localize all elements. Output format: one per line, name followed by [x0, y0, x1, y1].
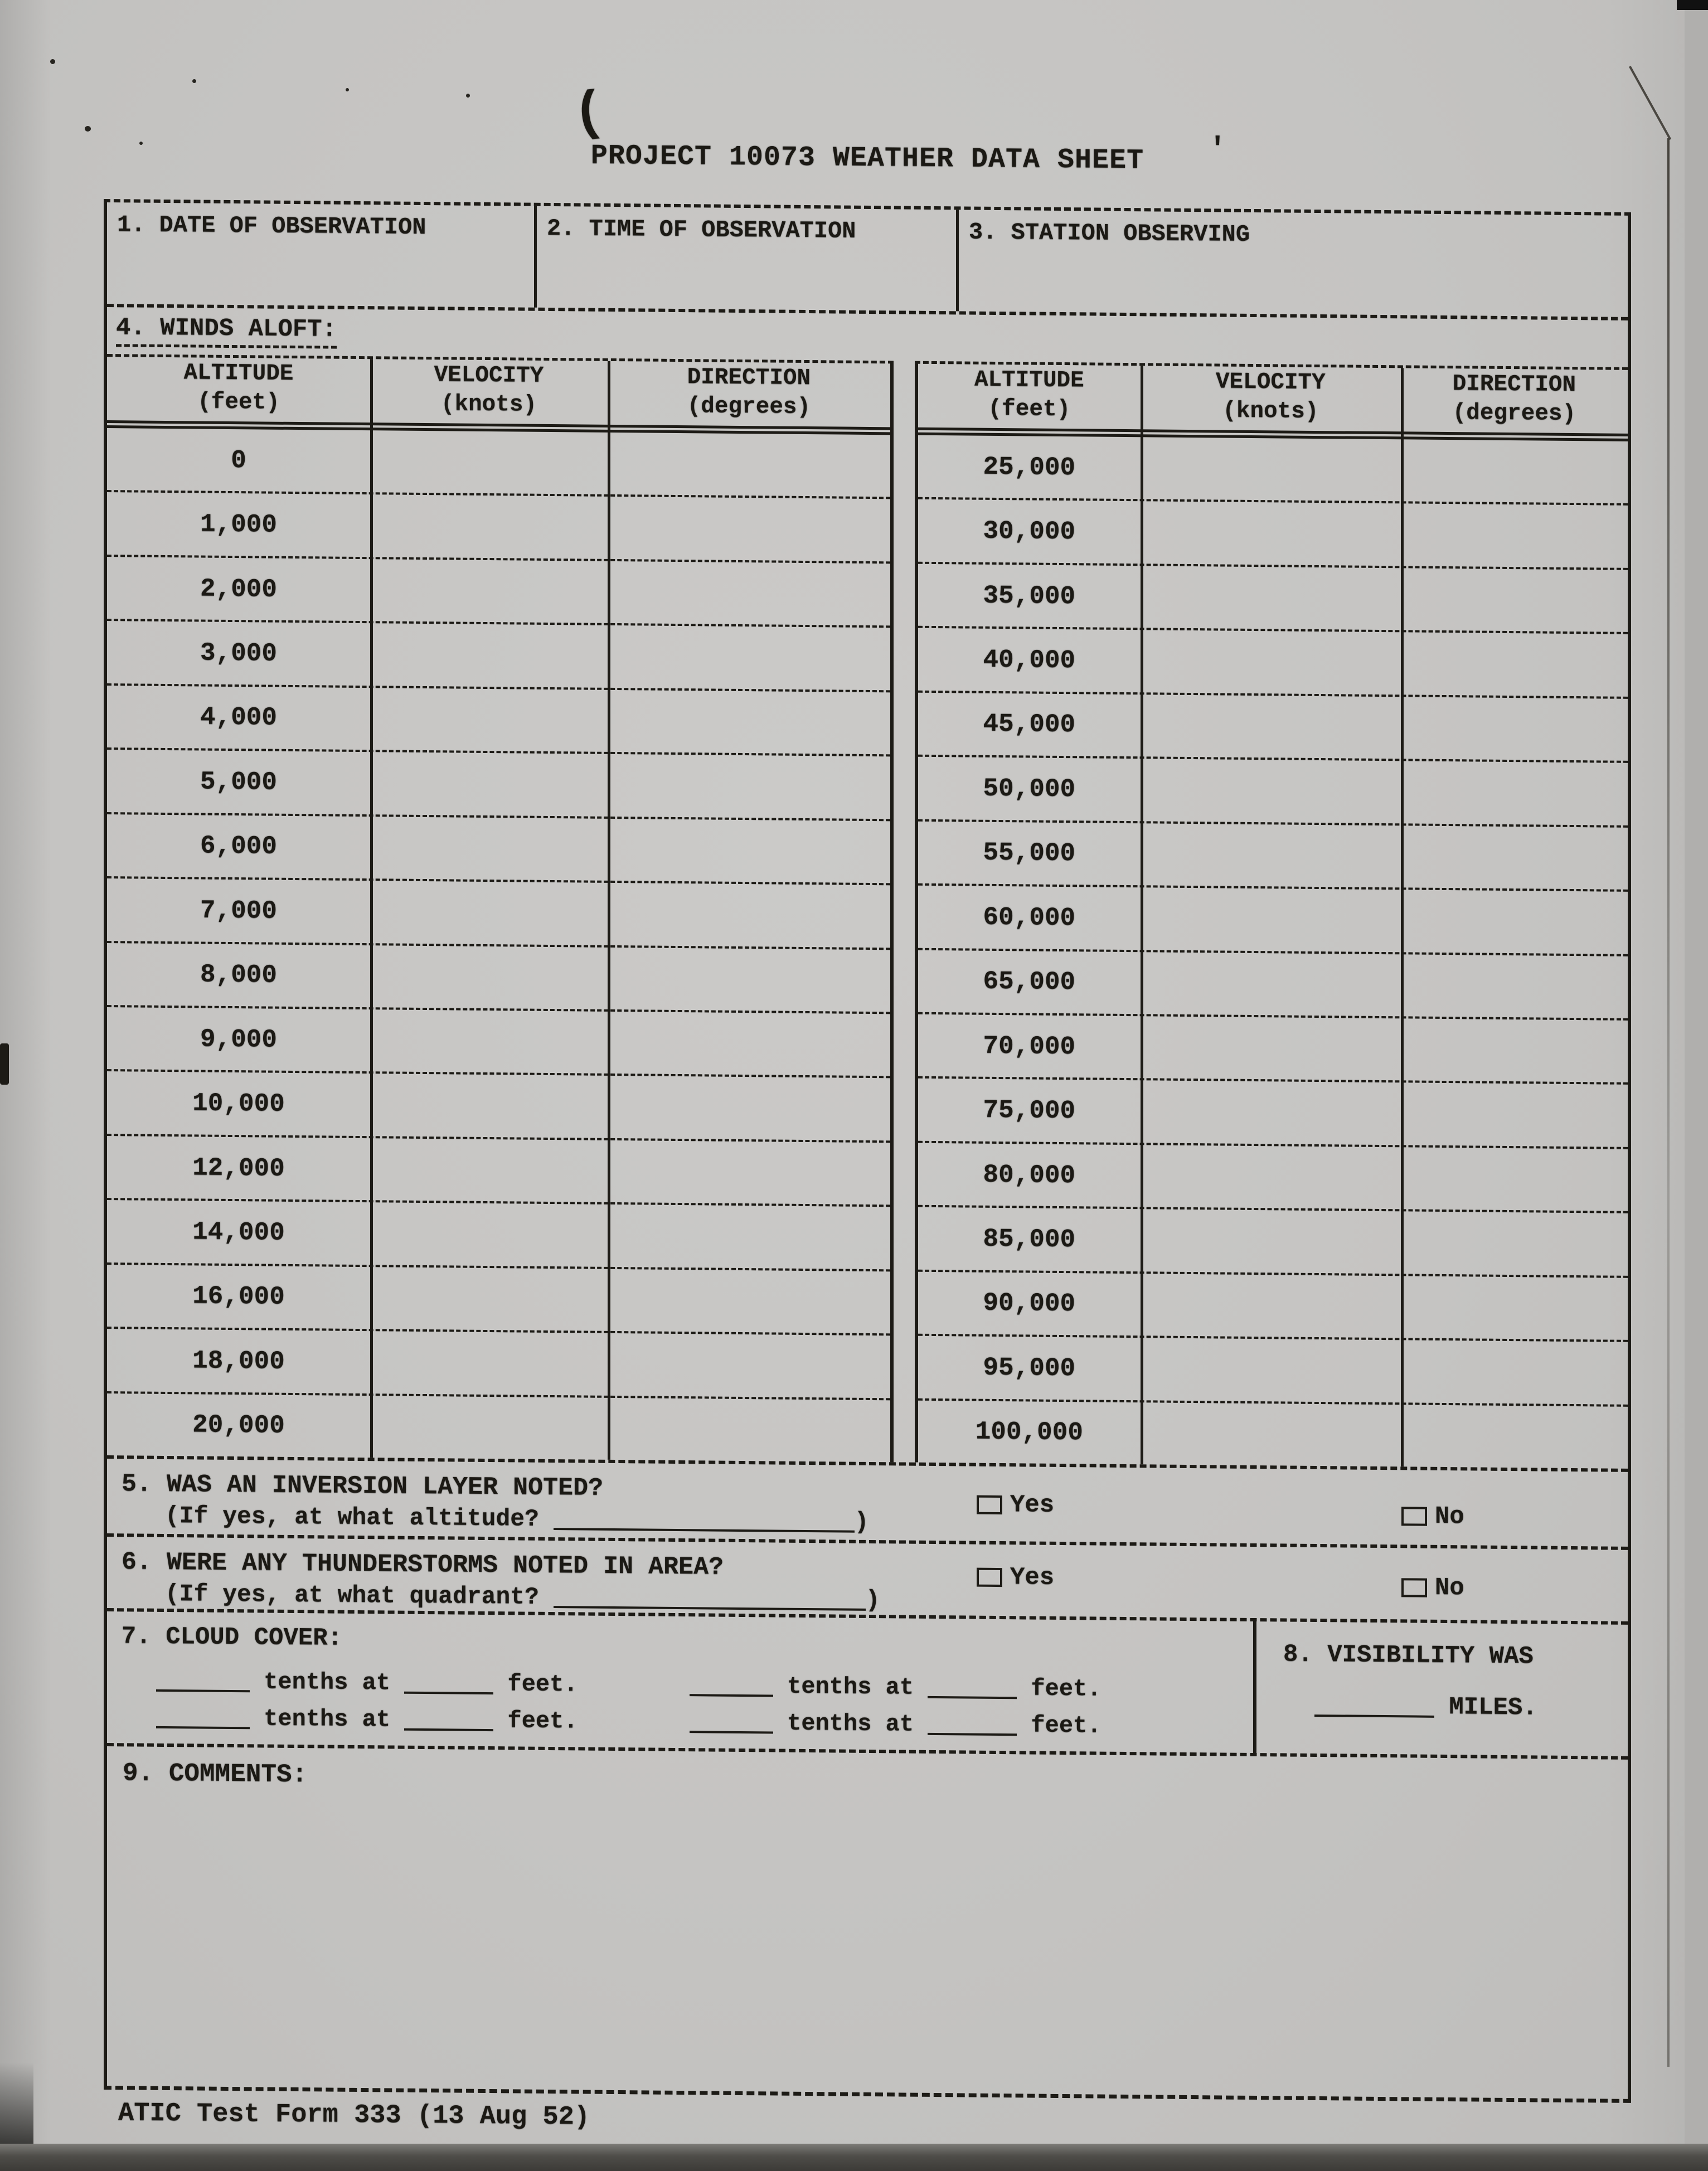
- yes-checkbox[interactable]: [977, 1495, 1002, 1514]
- inversion-layer-section: [107, 1455, 1628, 1547]
- velocity-entry-cell[interactable]: [370, 945, 608, 1009]
- velocity-entry-cell[interactable]: [1141, 1274, 1401, 1338]
- table-row: [918, 626, 1628, 697]
- velocity-entry-cell[interactable]: [370, 752, 608, 816]
- column-divider: [1141, 366, 1143, 1464]
- time-of-observation-label: 2. TIME OF OBSERVATION: [547, 215, 856, 245]
- velocity-entry-cell[interactable]: [370, 1138, 608, 1202]
- direction-entry-cell[interactable]: [1401, 1083, 1628, 1147]
- altitude-row-label: 3,000: [200, 638, 278, 668]
- altitude-row-label: 6,000: [200, 831, 278, 862]
- table-row: [107, 490, 890, 561]
- form-scan: [104, 136, 1631, 2141]
- table-row: [918, 948, 1628, 1018]
- altitude-row-label: 4,000: [200, 702, 278, 733]
- direction-entry-cell[interactable]: [608, 625, 890, 690]
- velocity-entry-cell[interactable]: [1141, 1016, 1401, 1081]
- altitude-row-label: 80,000: [983, 1160, 1076, 1190]
- thunderstorms-no-option: [1401, 1573, 1464, 1602]
- table-row: [107, 941, 890, 1012]
- winds-table-left: [107, 354, 894, 1462]
- inversion-followup: (If yes, at what altitude? ): [165, 1502, 869, 1536]
- thunderstorms-followup: (If yes, at what quadrant? ): [165, 1580, 880, 1614]
- direction-entry-cell[interactable]: [1401, 1276, 1628, 1340]
- velocity-entry-cell[interactable]: [1141, 887, 1401, 952]
- column-divider: [1401, 368, 1404, 1466]
- table-row: [107, 1198, 890, 1269]
- table-row: [918, 1141, 1628, 1212]
- altitude-column-header: ALTITUDE (feet): [974, 367, 1084, 423]
- thunderstorms-quadrant-blank[interactable]: [554, 1585, 866, 1611]
- time-of-observation-field[interactable]: [534, 206, 956, 312]
- table-row: [107, 555, 890, 626]
- station-observing-field[interactable]: [956, 210, 1628, 317]
- table-row: [107, 1327, 890, 1398]
- velocity-entry-cell[interactable]: [370, 495, 608, 559]
- column-divider: [608, 361, 610, 1460]
- velocity-entry-cell[interactable]: [1141, 952, 1401, 1017]
- altitude-row-label: 50,000: [983, 774, 1076, 804]
- direction-column-header: DIRECTION (degrees): [687, 365, 811, 421]
- velocity-entry-cell[interactable]: [370, 623, 608, 687]
- table-row: [918, 819, 1628, 890]
- velocity-entry-cell[interactable]: [370, 1009, 608, 1074]
- direction-entry-cell[interactable]: [1401, 697, 1628, 761]
- table-row: [107, 1262, 890, 1334]
- direction-entry-cell[interactable]: [1401, 761, 1628, 825]
- direction-entry-cell[interactable]: [608, 1269, 890, 1334]
- altitude-row-label: 16,000: [192, 1281, 285, 1312]
- visibility-entry-line: MILES.: [1256, 1668, 1628, 1723]
- cloud-cover-box: [107, 1611, 1253, 1753]
- margin-ink-blob: [0, 1043, 9, 1085]
- table-row: [918, 1398, 1628, 1469]
- altitude-row-label: 70,000: [983, 1031, 1076, 1061]
- direction-entry-cell[interactable]: [608, 1012, 890, 1076]
- page-edge-line: [1667, 138, 1670, 2067]
- velocity-entry-cell[interactable]: [370, 559, 608, 623]
- altitude-row-label: 18,000: [192, 1346, 285, 1376]
- scan-speck: [50, 59, 55, 64]
- inversion-question: 5. WAS AN INVERSION LAYER NOTED?: [122, 1470, 604, 1503]
- table-row: [107, 1005, 890, 1076]
- altitude-column-header: ALTITUDE (feet): [183, 360, 294, 416]
- cloud-tenths-blank[interactable]: [690, 1709, 773, 1733]
- velocity-entry-cell[interactable]: [1141, 1402, 1401, 1467]
- table-row: [918, 1205, 1628, 1276]
- direction-entry-cell[interactable]: [1401, 439, 1628, 503]
- scan-speck: [85, 126, 91, 132]
- velocity-entry-cell[interactable]: [1141, 759, 1401, 823]
- direction-entry-cell[interactable]: [1401, 504, 1628, 568]
- table-row: [918, 883, 1628, 954]
- date-of-observation-label: 1. DATE OF OBSERVATION: [117, 211, 426, 241]
- table-row: [918, 562, 1628, 633]
- table-row: [107, 428, 890, 497]
- direction-entry-cell[interactable]: [608, 819, 890, 883]
- altitude-row-label: 85,000: [983, 1224, 1076, 1255]
- table-row: [918, 755, 1628, 825]
- velocity-entry-cell[interactable]: [370, 1267, 608, 1331]
- scan-speck: [192, 79, 196, 83]
- page-corner-crease: [1629, 66, 1671, 140]
- direction-entry-cell[interactable]: [1401, 1340, 1628, 1404]
- altitude-row-label: 20,000: [192, 1410, 285, 1441]
- altitude-row-label: 14,000: [192, 1217, 285, 1247]
- cloud-tenths-blank[interactable]: [690, 1673, 773, 1697]
- cloud-feet-blank[interactable]: [928, 1675, 1017, 1699]
- table-row: [107, 1134, 890, 1205]
- direction-column-header: DIRECTION (degrees): [1452, 371, 1576, 428]
- thunderstorms-question: 6. WERE ANY THUNDERSTORMS NOTED IN AREA?: [122, 1548, 724, 1582]
- cloud-feet-blank[interactable]: [404, 1670, 493, 1694]
- direction-entry-cell[interactable]: [608, 1076, 890, 1140]
- winds-table-left-header: [107, 357, 890, 435]
- direction-entry-cell[interactable]: [1401, 954, 1628, 1018]
- altitude-row-label: 75,000: [983, 1095, 1076, 1126]
- cloud-feet-blank[interactable]: [404, 1707, 493, 1731]
- cloud-cover-line-1: tenths at feet. tenths at feet.: [156, 1668, 1102, 1703]
- table-row: [918, 497, 1628, 568]
- table-row: [918, 1269, 1628, 1340]
- form-number-footer: ATIC Test Form 333 (13 Aug 52): [118, 2099, 590, 2133]
- date-of-observation-field[interactable]: [107, 202, 534, 308]
- cloud-cover-line-2: tenths at feet. tenths at feet.: [156, 1704, 1102, 1740]
- altitude-row-label: 1,000: [200, 509, 278, 540]
- direction-entry-cell[interactable]: [608, 433, 890, 497]
- altitude-row-label: 12,000: [192, 1153, 285, 1183]
- stray-pen-mark: (: [570, 82, 609, 146]
- velocity-entry-cell[interactable]: [370, 1396, 608, 1460]
- winds-table-right-header: [918, 364, 1628, 441]
- velocity-column-header: VELOCITY (knots): [1215, 369, 1326, 425]
- yes-label: Yes: [1010, 1491, 1055, 1519]
- inversion-no-option: [1401, 1502, 1464, 1531]
- velocity-entry-cell[interactable]: [1141, 823, 1401, 888]
- visibility-miles-blank[interactable]: [1314, 1693, 1434, 1718]
- altitude-row-label: 8,000: [200, 960, 278, 990]
- direction-entry-cell[interactable]: [608, 1397, 890, 1462]
- velocity-entry-cell[interactable]: [370, 817, 608, 881]
- direction-entry-cell[interactable]: [1401, 825, 1628, 890]
- comments-section[interactable]: [107, 1743, 1628, 2099]
- weather-form: [104, 199, 1631, 2103]
- altitude-row-label: 95,000: [983, 1353, 1076, 1383]
- comments-label: 9. COMMENTS:: [123, 1759, 308, 1790]
- direction-entry-cell[interactable]: [1401, 1018, 1628, 1082]
- table-row: [918, 1076, 1628, 1147]
- table-row: [107, 812, 890, 883]
- yes-checkbox[interactable]: [977, 1568, 1002, 1587]
- table-row: [107, 876, 890, 948]
- direction-entry-cell[interactable]: [1401, 633, 1628, 697]
- inversion-altitude-blank[interactable]: [554, 1507, 855, 1533]
- velocity-column-header: VELOCITY (knots): [434, 362, 544, 419]
- direction-entry-cell[interactable]: [1401, 890, 1628, 954]
- direction-entry-cell[interactable]: [608, 947, 890, 1012]
- altitude-row-label: 45,000: [983, 710, 1076, 740]
- scan-speck: [346, 88, 349, 91]
- scanner-background-strip: [1685, 0, 1708, 2171]
- no-checkbox[interactable]: [1401, 1578, 1427, 1597]
- table-row: [918, 435, 1628, 504]
- direction-entry-cell[interactable]: [608, 497, 890, 561]
- cloud-visibility-section: [107, 1608, 1628, 1756]
- table-row: [918, 1334, 1628, 1405]
- altitude-row-label: 40,000: [983, 645, 1076, 676]
- velocity-entry-cell[interactable]: [1141, 1338, 1401, 1402]
- direction-entry-cell[interactable]: [1401, 568, 1628, 632]
- velocity-entry-cell[interactable]: [1141, 630, 1401, 695]
- visibility-box: [1253, 1621, 1628, 1756]
- stray-tick-mark: ': [1209, 133, 1227, 167]
- table-row: [107, 1069, 890, 1140]
- direction-entry-cell[interactable]: [608, 690, 890, 755]
- winds-aloft-table: [107, 354, 1628, 1469]
- altitude-row-label: 5,000: [200, 767, 278, 797]
- inversion-yes-option: [977, 1491, 1054, 1519]
- velocity-entry-cell[interactable]: [1141, 566, 1401, 630]
- direction-entry-cell[interactable]: [608, 883, 890, 948]
- direction-entry-cell[interactable]: [1401, 1405, 1628, 1469]
- scan-speck: [466, 94, 470, 98]
- velocity-entry-cell[interactable]: [1141, 694, 1401, 759]
- winds-table-right: [915, 361, 1628, 1469]
- altitude-row-label: 2,000: [200, 574, 278, 604]
- thunderstorms-yes-option: [977, 1563, 1054, 1592]
- winds-aloft-label: 4. WINDS ALOFT:: [116, 314, 337, 348]
- altitude-row-label: 55,000: [983, 838, 1076, 868]
- station-observing-label: 3. STATION OBSERVING: [969, 218, 1250, 248]
- altitude-row-label: 30,000: [983, 516, 1076, 547]
- direction-entry-cell[interactable]: [608, 1205, 890, 1269]
- direction-entry-cell[interactable]: [608, 1333, 890, 1398]
- velocity-entry-cell[interactable]: [370, 430, 608, 494]
- cloud-feet-blank[interactable]: [928, 1712, 1017, 1736]
- direction-entry-cell[interactable]: [608, 754, 890, 819]
- scanner-corner-shadow: [1677, 0, 1708, 10]
- altitude-row-label: 0: [231, 445, 246, 475]
- spacer: [592, 1691, 676, 1692]
- no-checkbox[interactable]: [1401, 1507, 1427, 1526]
- table-row: [107, 1391, 890, 1463]
- table-row: [107, 683, 890, 755]
- cloud-tenths-blank[interactable]: [156, 1705, 250, 1729]
- altitude-row-label: 100,000: [975, 1417, 1083, 1448]
- velocity-entry-cell[interactable]: [370, 1202, 608, 1266]
- direction-entry-cell[interactable]: [1401, 1212, 1628, 1276]
- altitude-row-label: 65,000: [983, 966, 1076, 997]
- cloud-cover-label: 7. CLOUD COVER:: [122, 1623, 343, 1653]
- velocity-entry-cell[interactable]: [370, 1074, 608, 1138]
- no-label: No: [1435, 1502, 1464, 1531]
- column-divider: [370, 359, 373, 1458]
- yes-label: Yes: [1010, 1563, 1055, 1592]
- thunderstorms-section: [107, 1533, 1628, 1621]
- altitude-row-label: 90,000: [983, 1289, 1076, 1319]
- altitude-row-label: 60,000: [983, 902, 1076, 932]
- direction-entry-cell[interactable]: [608, 561, 890, 626]
- visibility-label: 8. VISIBILITY WAS: [1283, 1640, 1534, 1671]
- velocity-entry-cell[interactable]: [1141, 502, 1401, 566]
- altitude-row-label: 7,000: [200, 896, 278, 926]
- velocity-entry-cell[interactable]: [1141, 1145, 1401, 1210]
- table-row: [107, 619, 890, 690]
- velocity-entry-cell[interactable]: [370, 1331, 608, 1395]
- altitude-row-label: 10,000: [192, 1089, 285, 1119]
- table-row: [918, 690, 1628, 761]
- velocity-entry-cell[interactable]: [1141, 1209, 1401, 1274]
- cloud-tenths-blank[interactable]: [156, 1668, 250, 1692]
- table-row: [107, 747, 890, 819]
- direction-entry-cell[interactable]: [608, 1140, 890, 1205]
- observation-header-row: [107, 202, 1628, 320]
- velocity-entry-cell[interactable]: [370, 688, 608, 752]
- altitude-row-label: 25,000: [983, 452, 1076, 482]
- direction-entry-cell[interactable]: [1401, 1147, 1628, 1211]
- scanner-bottom-band: [0, 2144, 1708, 2171]
- velocity-entry-cell[interactable]: [370, 881, 608, 945]
- altitude-row-label: 9,000: [200, 1024, 278, 1055]
- page-title: PROJECT 10073 WEATHER DATA SHEET: [590, 140, 1144, 177]
- altitude-row-label: 35,000: [983, 581, 1076, 611]
- velocity-entry-cell[interactable]: [1141, 437, 1401, 502]
- velocity-entry-cell[interactable]: [1141, 1081, 1401, 1145]
- no-label: No: [1435, 1573, 1464, 1602]
- table-row: [918, 1012, 1628, 1083]
